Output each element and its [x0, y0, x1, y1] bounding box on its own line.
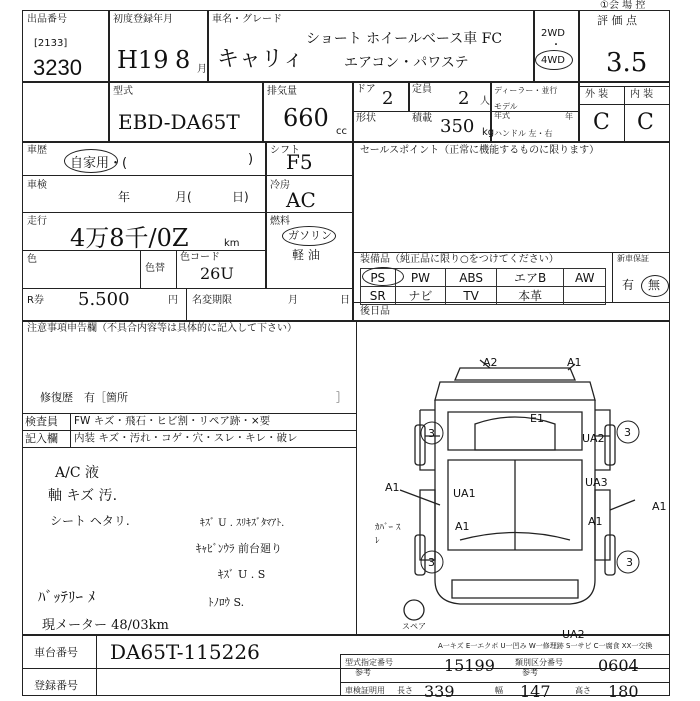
equip-airbag: エアB: [496, 269, 564, 287]
note-line4: ﾊﾞｯﾃﾘｰ ﾒ: [38, 588, 96, 606]
dmg-ua2-rear: UA2: [562, 628, 585, 641]
dmg-e1-roof: E1: [530, 412, 544, 425]
model-value: EBD-DA65T: [118, 110, 240, 134]
diagram-note-c: ｷｽﾞ U . S: [218, 568, 266, 581]
lot-number: 3230: [33, 55, 82, 80]
dealer-label: ディーラー・並行: [494, 86, 558, 95]
length-value: 339: [424, 682, 455, 701]
dmg-a1-top: A1: [567, 356, 582, 369]
equip-ps: PS: [361, 269, 396, 287]
dmg-ua2-right: UA2: [582, 432, 605, 445]
mileage-value: 4万8千/0Z: [70, 224, 189, 252]
new-car-label: 新車保証: [617, 254, 649, 263]
usage-close: ): [248, 152, 254, 167]
int-check-row: 内装 キズ・汚れ・コゲ・穴・スレ・キレ・破レ: [74, 432, 298, 444]
equip-pw: PW: [395, 269, 446, 287]
usage-value: 自家用・(: [70, 156, 128, 171]
fuel-circle: [282, 226, 336, 246]
reg-month: 8: [175, 46, 191, 74]
dmg-3-rl: 3: [428, 556, 435, 569]
color-code-label: 色コード: [180, 252, 220, 263]
model-year-label: モデル年式: [494, 102, 518, 120]
note-line2: 軸 キズ 汚.: [48, 488, 118, 504]
dmg-a1-right: A1: [652, 500, 667, 513]
aircon-value: AC: [286, 188, 316, 212]
fuel-label: 燃料: [270, 216, 290, 227]
usage-circle: [64, 149, 118, 173]
color-no-label: 色替: [145, 263, 165, 274]
repair-label: 修復歴 有［箇所: [40, 391, 128, 404]
dmg-a1-side: A1: [455, 520, 470, 533]
diagram-note-d: ﾄﾉﾛｳ S.: [208, 596, 245, 609]
inspector-label: 検査員: [25, 415, 58, 428]
fuel-type: ガソリン: [288, 229, 332, 242]
seal-label: 後日品: [360, 306, 390, 317]
inspection-month: 月(: [175, 190, 192, 204]
dmg-a1-bed: A1: [588, 515, 603, 528]
tax-value: 5.500: [78, 289, 130, 310]
model-label: 型式: [113, 86, 133, 97]
lot-code: [2133]: [34, 38, 68, 49]
width-label: 幅: [495, 686, 503, 695]
cert-label: 車検証明用: [345, 686, 385, 695]
doors-value: 2: [382, 88, 394, 109]
vehicle-diagram: [380, 340, 670, 634]
load-label: 積載: [412, 113, 432, 124]
dmg-ua1: UA1: [453, 487, 476, 500]
equip-tv: TV: [446, 287, 497, 305]
repair-close: ］: [336, 391, 347, 404]
diagram-note-b: ｷｬﾋﾞﾝｳﾗ 前台廻り: [196, 542, 282, 555]
ref-label-1: 参考: [355, 668, 371, 677]
writer-label: 記入欄: [25, 432, 58, 445]
dmg-a1-left: A1: [385, 481, 400, 494]
equip-ps-circle: [362, 267, 404, 286]
tax-label: R券: [27, 295, 44, 306]
capacity-unit: 人: [480, 96, 490, 107]
load-value: 350: [440, 116, 475, 137]
storage-day: 日: [340, 295, 350, 306]
height-label: 高さ: [575, 686, 591, 695]
fuel-value: 軽 油: [292, 248, 320, 262]
displacement-value: 660: [283, 104, 329, 132]
drive-4wd-circle: [535, 50, 573, 70]
exterior-grade: C: [593, 110, 610, 135]
storage-label: 名変期限: [192, 295, 232, 306]
note-line3: シート ヘタリ.: [50, 514, 130, 528]
inspection-label: 車検: [27, 180, 47, 191]
mileage-unit: km: [224, 238, 240, 249]
usage-label: 車歴: [27, 145, 47, 156]
shift-value: F5: [286, 150, 313, 174]
lot-label: 出品番号: [27, 14, 67, 25]
spec-num-label: 型式指定番号: [345, 658, 393, 667]
diagram-note-a: ｷｽﾞ U . ｽﾘｷｽﾞﾀﾏｱﾄ.: [200, 518, 285, 529]
dmg-cover: ｶﾊﾞｰ ｽﾚ: [375, 523, 401, 546]
equip-navi: ナビ: [395, 287, 446, 305]
storage-month: 月: [288, 295, 298, 306]
load-unit: kg: [482, 127, 495, 138]
car-name: キャリィ: [217, 47, 305, 72]
class-num-label: 類別区分番号: [515, 658, 563, 667]
equip-aw: AW: [564, 269, 606, 287]
color-label: 色: [27, 254, 37, 265]
score-value: 3.5: [606, 48, 648, 78]
displacement-label: 排気量: [267, 86, 297, 97]
note-line1: A/C 液: [55, 465, 99, 481]
width-value: 147: [520, 682, 551, 701]
notes-label: 注意事項申告欄（不具合内容等は具体的に記入して下さい）: [27, 323, 297, 334]
equip-sr: SR: [361, 287, 396, 305]
color-code: 26U: [200, 264, 234, 283]
chassis-label: 車台番号: [34, 646, 78, 659]
drive-4wd: 4WD: [541, 55, 565, 66]
warranty-yes: 有: [622, 278, 635, 292]
inspection-year: 年: [118, 190, 131, 204]
capacity-label: 定員: [412, 84, 432, 95]
warranty-circle: [641, 275, 669, 297]
dmg-3-fr: 3: [624, 426, 631, 439]
score-label: 評 価 点: [597, 14, 637, 27]
spare-label: スペア: [402, 622, 426, 631]
drive-2wd: 2WD: [541, 28, 565, 39]
shape-label: 形状: [356, 113, 376, 124]
ref-label-2: 参考: [522, 668, 538, 677]
ext-check-row: FW キズ・飛石・ヒビ割・リペア跡・×要: [74, 415, 271, 427]
displacement-unit: cc: [336, 126, 347, 137]
dmg-a2-top: A2: [483, 356, 498, 369]
class-num-value: 0604: [598, 656, 639, 675]
grade-line1: ショート ホイールベース車 FC: [306, 31, 503, 47]
dmg-ua3: UA3: [585, 476, 608, 489]
drive-dot: ・: [551, 40, 561, 51]
sales-point-label: セールスポイント（正常に機能するものに限ります）: [360, 145, 600, 156]
doors-label: ドア: [356, 84, 376, 95]
top-right-label: ①会 場 控: [600, 0, 646, 11]
inspection-day: 日): [232, 190, 249, 204]
equip-leather: 本革: [496, 287, 564, 305]
dmg-3-rr: 3: [626, 556, 633, 569]
warranty-no: 無: [648, 278, 661, 292]
mileage-label: 走行: [27, 216, 47, 227]
spec-num-value: 15199: [444, 656, 495, 675]
equipment-label: 装備品（純正品に限り○をつけてください）: [360, 254, 559, 265]
height-value: 180: [608, 682, 639, 701]
note-line5: 現メーター 48/03km: [42, 618, 169, 633]
reg-year: H19: [117, 46, 169, 74]
car-name-label: 車名・グレード: [212, 14, 282, 25]
length-label: 長さ: [397, 686, 413, 695]
reg-label: 登録番号: [34, 679, 78, 692]
exterior-label: 外 装: [585, 89, 609, 100]
shift-label: シフト: [270, 145, 300, 156]
reg-year-label: 初度登録年月: [113, 14, 173, 25]
chassis-value: DA65T-115226: [110, 640, 260, 664]
dmg-3-fl: 3: [428, 427, 435, 440]
interior-grade: C: [637, 110, 654, 135]
year-unit: 年: [565, 112, 573, 121]
capacity-value: 2: [458, 88, 470, 109]
interior-label: 内 装: [630, 89, 654, 100]
tax-unit: 円: [168, 295, 178, 306]
handle-label: ハンドル 左・右: [494, 129, 553, 138]
aircon-label: 冷房: [270, 180, 290, 191]
damage-legend: A一キズ E一エクボ U一凹み W一修理跡 S一サビ C一腐食 XX一交換: [438, 642, 653, 650]
grade-line2: エアコン・パワステ: [344, 55, 469, 71]
equip-abs: ABS: [446, 269, 497, 287]
month-unit: 月: [197, 64, 207, 75]
